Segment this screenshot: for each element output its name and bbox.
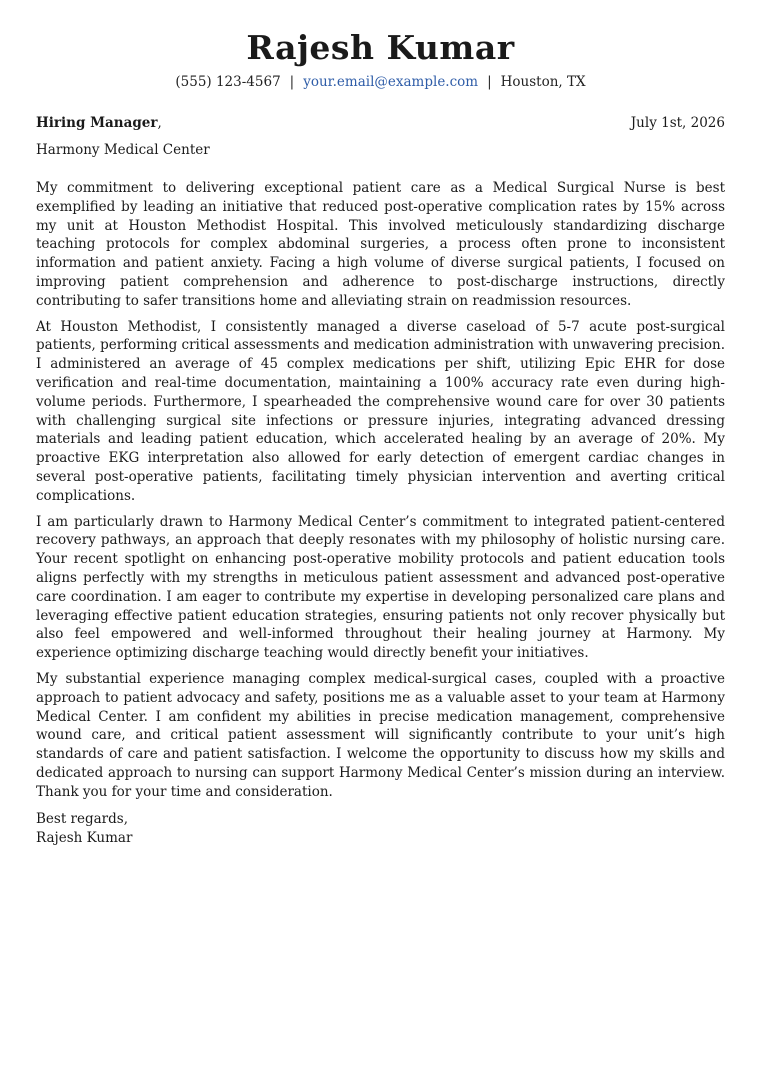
- contact-separator: |: [289, 74, 295, 90]
- cover-letter-page: [36, 24, 725, 848]
- location: Houston, TX: [500, 74, 586, 90]
- recipient-name: Hiring Manager: [36, 115, 158, 131]
- contact-separator: |: [487, 74, 492, 90]
- body-paragraph: My commitment to delivering exceptional patient care as a Medical Surgical Nurse is best exemplified by leading an initiative that reduced post-operative complication rates by 15% across my unit at Houston Methodist Hospital. This involved meticulously standardizing discharge teaching protocols for complex abdominal surgeries, a process often prone to inconsistent information and patient anxiety. Facing a high volume of diverse surgical patients, I focused on improving patient comprehension and adherence to post-discharge instructions, directly contributing to safer transitions home and alleviating strain on readmission resources.: [36, 180, 725, 309]
- body-paragraph: At Houston Methodist, I consistently managed a diverse caseload of 5-7 acute post-surgical patients, performing critical assessments and medication administration with unwavering precision. I administered an average of 45 complex medications per shift, utilizing Epic EHR for dose verification and real-time documentation, maintaining a 100% accuracy rate even during high-volume periods. Furthermore, I spearheaded the comprehensive wound care for over 30 patients with challenging surgical site infections or pressure injuries, integrating advanced dressing materials and leading patient education, which accelerated healing by an average of 20%. My proactive EKG interpretation also allowed for early detection of emergent cardiac changes in several post-operative patients, facilitating timely physician intervention and averting critical complications.: [36, 318, 725, 504]
- signature-name: Rajesh Kumar: [36, 829, 133, 846]
- letter-date: July 1st, 2026: [630, 115, 725, 131]
- contact-line: [36, 72, 725, 92]
- body-paragraph: My substantial experience managing complex medical-surgical cases, coupled with a proactive approach to patient advocacy and safety, positions me as a valuable asset to your team at Harmony Medical Center. I am confident my abilities in precise medication management, comprehensive wound care, and critical patient assessment will significantly contribute to your unit’s high standards of care and patient satisfaction. I welcome the opportunity to discuss how my skills and dedicated approach to nursing can support Harmony Medical Center’s mission during an interview. Thank you for your time and consideration.: [36, 670, 725, 800]
- applicant-name: Rajesh Kumar: [246, 28, 515, 67]
- body-paragraph: I am particularly drawn to Harmony Medical Center’s commitment to integrated patient-centered recovery pathways, an approach that deeply resonates with my philosophy of holistic nursing care. Your recent spotlight on enhancing post-operative mobility protocols and patient education tools aligns perfectly with my strengths in meticulous patient assessment and advanced post-operative care coordination. I am eager to contribute my expertise in developing personalized care plans and leveraging effective patient education strategies, ensuring patients not only recover physically but also feel empowered and well-informed throughout their healing journey at Harmony. My experience optimizing discharge teaching would directly benefit your initiatives.: [36, 513, 725, 662]
- email-link[interactable]: your.email@example.com: [303, 74, 479, 90]
- phone-number: (555) 123-4567: [175, 74, 281, 90]
- recipient-comma: ,: [157, 115, 162, 131]
- letter-body: [36, 179, 725, 802]
- closing-block: [36, 810, 725, 848]
- closing-salutation: Best regards,: [36, 810, 129, 827]
- recipient-line: [36, 114, 162, 133]
- recipient-date-row: [36, 114, 725, 133]
- recipient-company: Harmony Medical Center: [36, 142, 210, 158]
